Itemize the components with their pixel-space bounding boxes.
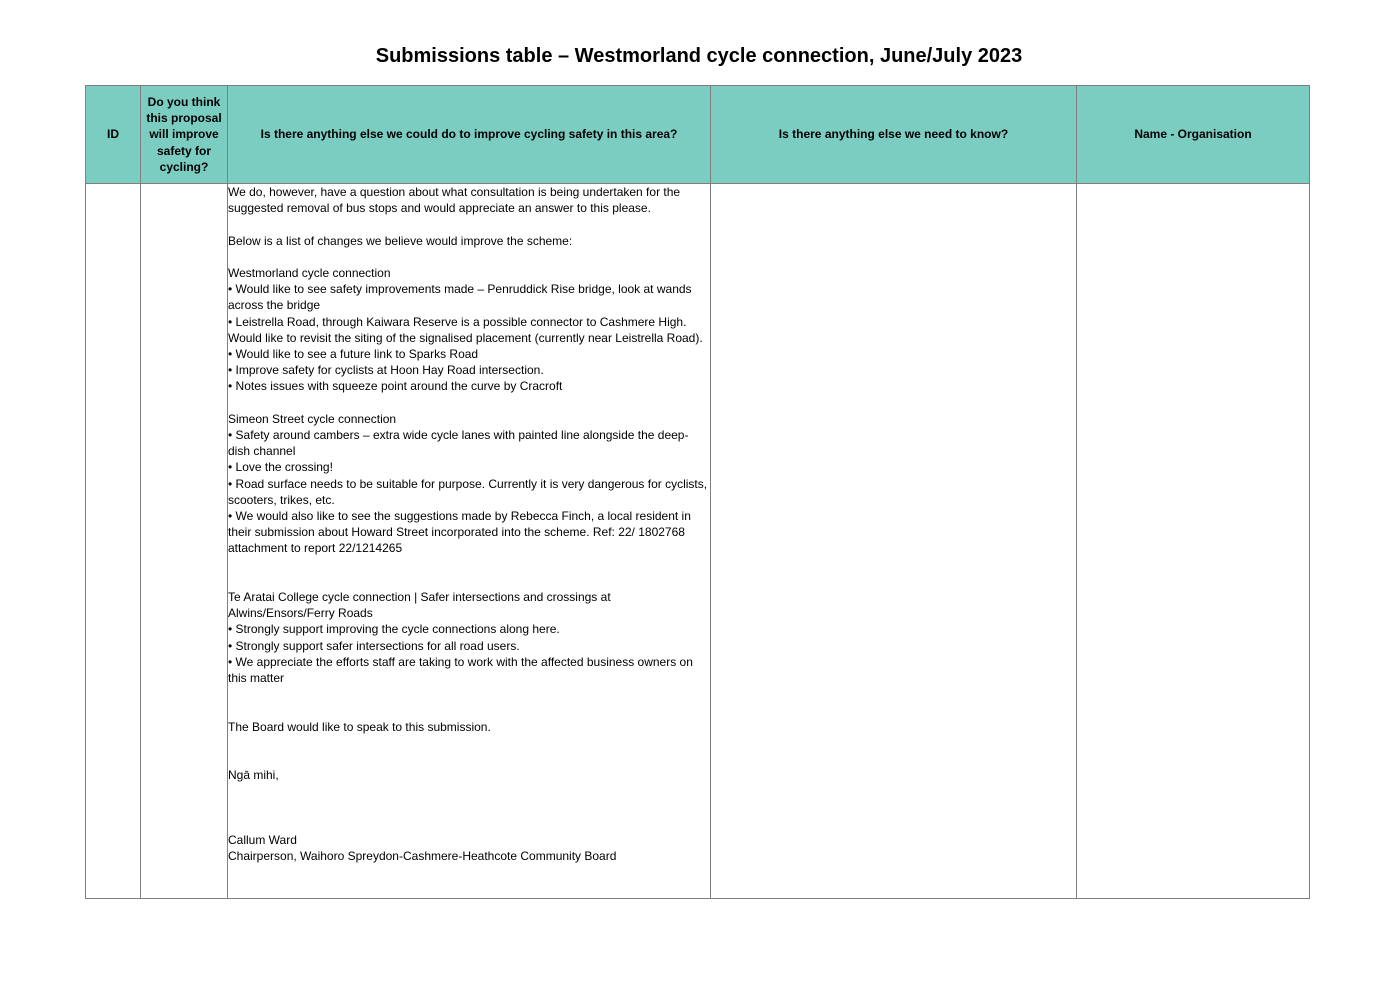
header-id: ID <box>86 86 141 184</box>
comment-line: • Love the crossing! <box>228 460 333 475</box>
comment-line: The Board would like to speak to this submission. <box>228 719 491 734</box>
comment-line: • We would also like to see the suggestions made by Rebecca Finch, a local resident in their submission about Howard Street incorporated into the scheme. Ref: 22/ 1802768 attachment to report 22/1214265 <box>228 509 695 556</box>
submissions-table <box>85 85 1310 899</box>
comment-line: Callum Ward <box>228 832 297 847</box>
comment-line: • Would like to see safety improvements made – Penruddick Rise bridge, look at wands across the bridge <box>228 282 695 313</box>
comment-line: Te Aratai College cycle connection | Safer intersections and crossings at Alwins/Ensors/Ferry Roads <box>228 590 614 621</box>
comment-line: • Would like to see a future link to Sparks Road <box>228 347 479 361</box>
comment-line <box>228 783 710 799</box>
header-improve-safety: Do you think this proposal will improve safety for cycling? <box>141 86 228 184</box>
cell-improve-safety <box>141 184 228 899</box>
comment-line <box>228 573 710 589</box>
header-name-organisation: Name - Organisation <box>1077 86 1310 184</box>
table-header <box>86 86 1310 184</box>
table-row <box>86 184 1310 899</box>
comment-line <box>228 751 710 767</box>
comment-line <box>228 249 710 265</box>
comment-line: Chairperson, Waihoro Spreydon-Cashmere-Heathcote Community Board <box>228 849 617 864</box>
comment-line <box>228 557 710 573</box>
comment-line <box>228 735 710 751</box>
header-row <box>86 86 1310 184</box>
cell-name-organisation <box>1077 184 1310 899</box>
comment-line: Ngā mihi, <box>228 768 279 783</box>
table-body <box>86 184 1310 899</box>
comment-line: • Road surface needs to be suitable for purpose. Currently it is very dangerous for cyclists, scooters, trikes, etc. <box>228 476 711 507</box>
cell-id <box>86 184 141 899</box>
comment-line <box>228 800 710 816</box>
comment-line <box>228 686 710 702</box>
comment-line: • Strongly support improving the cycle connections along here. <box>228 622 560 637</box>
comment-line: • Leistrella Road, through Kaiwara Reserve is a possible connector to Cashmere High. Would like to revisit the siting of the signalised placement (currently near Leistrella Road). <box>228 314 703 345</box>
comment-line: We do, however, have a question about what consultation is being undertaken for the suggested removal of bus stops and would appreciate an answer to this please. <box>228 185 684 216</box>
cell-comments <box>228 184 711 899</box>
comment-line: Below is a list of changes we believe would improve the scheme: <box>228 233 573 248</box>
comment-line: • Improve safety for cyclists at Hoon Hay Road intersection. <box>228 363 544 378</box>
header-need-to-know: Is there anything else we need to know? <box>711 86 1077 184</box>
cell-need-to-know <box>711 184 1077 899</box>
comment-line <box>228 216 710 232</box>
page-title: Submissions table – Westmorland cycle connection, June/July 2023 <box>375 45 1023 67</box>
comment-line: • Notes issues with squeeze point around the curve by Cracroft <box>228 379 563 394</box>
comment-line: Simeon Street cycle connection <box>228 411 397 426</box>
comment-line <box>228 702 710 718</box>
comment-line: Westmorland cycle connection <box>228 265 391 280</box>
comment-line: • We appreciate the efforts staff are taking to work with the affected business owners on this matter <box>228 654 697 686</box>
header-improve-cycling: Is there anything else we could do to improve cycling safety in this area? <box>228 86 711 184</box>
comment-line <box>228 816 710 832</box>
comment-line: • Safety around cambers – extra wide cycle lanes with painted line alongside the deep-dish channel <box>228 428 689 459</box>
comment-line: • Strongly support safer intersections for all road users. <box>228 638 520 653</box>
comment-line <box>228 395 710 411</box>
